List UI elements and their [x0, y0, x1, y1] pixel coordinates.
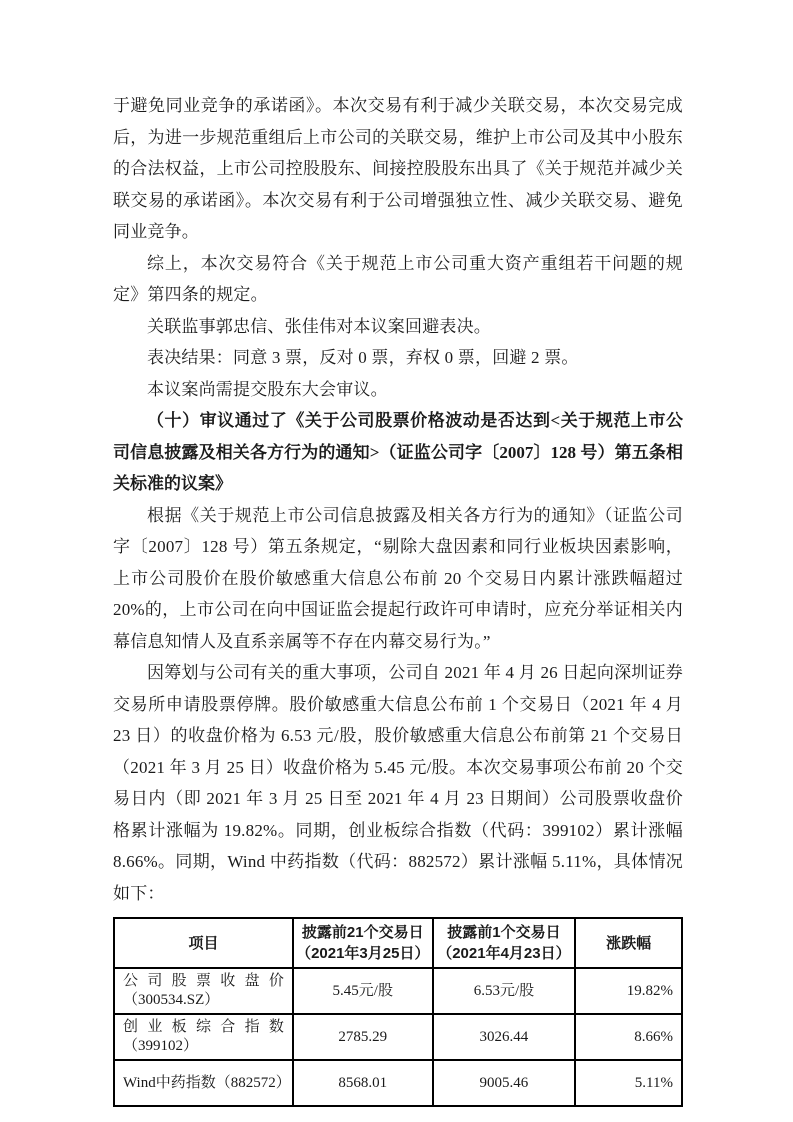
section-heading-item-10: （十）审议通过了《关于公司股票价格波动是否达到<关于规范上市公司信息披露及相关各方行为的通知>（证监公司字〔2007〕128 号）第五条相关标准的议案》: [113, 411, 683, 493]
cell-value-before-21: 8568.01: [293, 1060, 433, 1106]
paragraph-price-details: 因筹划与公司有关的重大事项，公司自 2021 年 4 月 26 日起向深圳证券交易所申请股票停牌。股价敏感重大信息公布前 1 个交易日（2021 年 4 月 23 日）的收盘价格为 6.53 元/股，股价敏感重大信息公布前第 21 个交易日（2021 年 3 月 25 日）收盘价格为 5.45 元/股。本次交易事项公布前 20 个交易日内（即 2021 年 3 月 25 日至 2021 年 4 月 23 日期间）公司股票收盘价格累计涨幅为 19.82%。同期，创业板综合指数（代码：399102）累计涨幅 8.66%。同期，Wind 中药指数（代码：882572）累计涨幅 5.11%，具体情况如下：: [113, 663, 684, 903]
cell-value-before-1: 9005.46: [433, 1060, 576, 1106]
header-line: 披露前21个交易日: [301, 924, 424, 941]
table-row-wind-tcm-index: [114, 1060, 682, 1106]
cell-item-label: 公司股票收盘价（300534.SZ）: [114, 968, 293, 1014]
header-line: （2021年3月25日）: [296, 945, 430, 962]
cell-value-before-21: 2785.29: [293, 1014, 433, 1060]
paragraph-summary: 综上，本次交易符合《关于规范上市公司重大资产重组若干问题的规定》第四条的规定。: [113, 253, 683, 304]
paragraph-recusal: 关联监事郭忠信、张佳伟对本议案回避表决。: [147, 316, 491, 336]
header-line: （2021年4月23日）: [437, 945, 571, 962]
header-line: 涨跌幅: [606, 934, 652, 952]
price-change-table: [113, 917, 683, 1107]
cell-item-label: 创业板综合指数（399102）: [114, 1014, 293, 1060]
header-line: 项目: [188, 934, 219, 952]
table-row-chinext-index: [114, 1014, 682, 1060]
cell-value-change: 8.66%: [575, 1014, 682, 1060]
header-line: 披露前1个交易日: [447, 924, 561, 941]
cell-value-before-1: 3026.44: [433, 1014, 576, 1060]
paragraph-regulation-basis: 根据《关于规范上市公司信息披露及相关各方行为的通知》（证监公司字〔2007〕128 号）第五条规定，“剔除大盘因素和同行业板块因素影响，上市公司股价在股价敏感重大信息公布前 20 个交易日内累计涨跌幅超过 20%的，上市公司在向中国证监会提起行政许可申请时，应充分举证相关内幕信息知情人及直系亲属等不存在内幕交易行为。”: [113, 505, 683, 651]
paragraph-continuation: 于避免同业竞争的承诺函》。本次交易有利于减少关联交易，本次交易完成后，为进一步规范重组后上市公司的关联交易，维护上市公司及其中小股东的合法权益，上市公司控股股东、间接控股股东出具了《关于规范并减少关联交易的承诺函》。本次交易有利于公司增强独立性、减少关联交易、避免同业竞争。: [113, 96, 683, 241]
col-header-change: [575, 918, 682, 968]
cell-value-change: 19.82%: [575, 968, 682, 1014]
col-header-before-21-days: [293, 918, 433, 968]
cell-value-before-21: 5.45元/股: [293, 968, 433, 1014]
table-header-row: [114, 918, 682, 968]
paragraph-shareholder-meeting: 本议案尚需提交股东大会审议。: [147, 379, 388, 399]
paragraph-vote-result: 表决结果：同意 3 票，反对 0 票，弃权 0 票，回避 2 票。: [147, 348, 579, 367]
cell-item-label: Wind中药指数（882572）: [114, 1060, 293, 1106]
cell-value-before-1: 6.53元/股: [433, 968, 576, 1014]
cell-value-change: 5.11%: [575, 1060, 682, 1106]
col-header-item: [114, 918, 293, 968]
col-header-before-1-day: [433, 918, 576, 968]
table-row-company-stock: [114, 968, 682, 1014]
document-content: [113, 90, 683, 1107]
